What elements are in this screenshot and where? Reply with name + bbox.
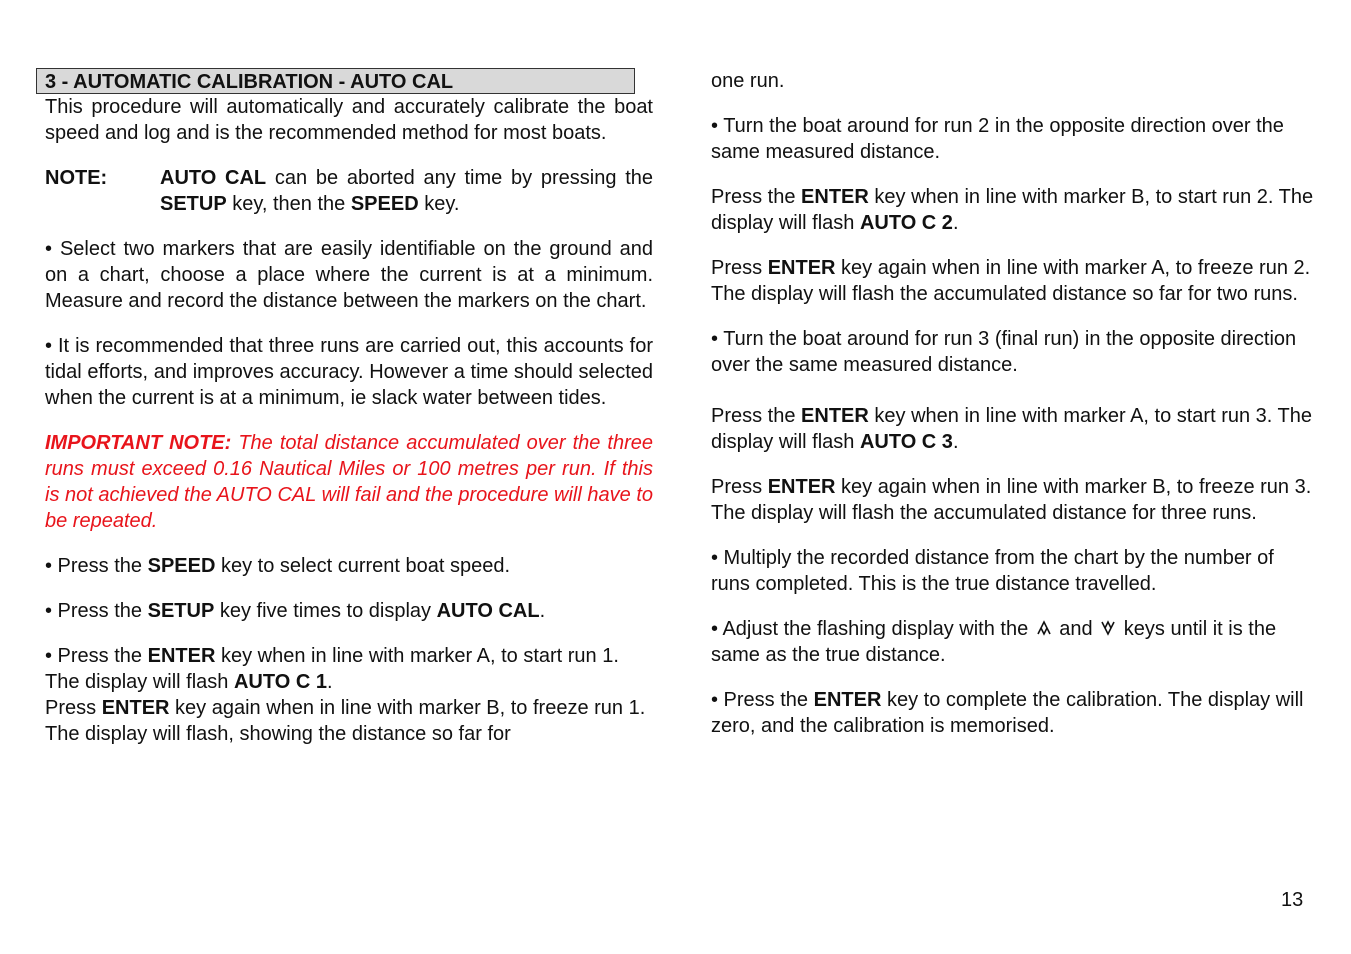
enter2b-key: ENTER — [767, 257, 836, 279]
adjust-text-1: • Adjust the flashing display with the — [711, 618, 1034, 640]
important-label: IMPORTANT NOTE: — [45, 432, 232, 454]
adjust-text-2: and — [1053, 618, 1099, 640]
note-body — [160, 165, 653, 217]
important-note — [45, 430, 653, 534]
important-text: The total distance accumulated over the three runs must exceed 0.16 Nautical Miles or 100 metres per run. If this is not achieved the AUTO CAL will fail and the procedure will have to be repeated. — [45, 432, 653, 532]
adjust-text-3: keys until it is the same as the true distance. — [711, 618, 1277, 666]
page-number: 13 — [1281, 889, 1304, 911]
note-speed: SPEED — [350, 193, 419, 215]
right-column — [711, 68, 1317, 758]
enter2-text-1: Press the — [711, 186, 802, 208]
enter1-key: ENTER — [147, 645, 216, 667]
setup-auto-cal: AUTO CAL — [436, 600, 540, 622]
turn-run2: • Turn the boat around for run 2 in the opposite direction over the same measured distance. — [711, 115, 1284, 163]
note-block — [45, 165, 653, 217]
enter1b-key: ENTER — [101, 697, 170, 719]
enter1b-text-1: Press — [45, 697, 102, 719]
multiply-step: • Multiply the recorded distance from the chart by the number of runs completed. This is the true distance travelled. — [711, 547, 1274, 595]
enter3-text-2: key when in line with marker A, to start run 3. The display will flash — [711, 405, 1313, 453]
enter3b-key: ENTER — [767, 476, 836, 498]
enter2-text-3: . — [952, 212, 959, 234]
enter3b-text-2: key again when in line with marker B, to freeze run 3. The display will flash the accumulated distance for three runs. — [711, 476, 1312, 524]
enter2b-text-2: key again when in line with marker A, to freeze run 2. The display will flash the accumulated distance so far for two runs. — [711, 257, 1311, 305]
enter2b-text-1: Press — [711, 257, 768, 279]
note-setup: SETUP — [160, 193, 227, 215]
speed-step — [45, 553, 653, 579]
adjust-step — [711, 616, 1317, 668]
turn-run3: • Turn the boat around for run 3 (final run) in the opposite direction over the same measured distance. — [711, 328, 1297, 376]
enter3-key: ENTER — [801, 405, 869, 427]
speed-key: SPEED — [147, 555, 216, 577]
enter-run3-freeze — [711, 474, 1317, 526]
enter1-text-2: key when in line with marker A, to start run 1. The display will flash — [45, 645, 619, 693]
setup-key: SETUP — [147, 600, 215, 622]
enter1-auto-c1: AUTO C 1 — [233, 671, 327, 693]
enter3-text-3: . — [952, 431, 959, 453]
bullet-markers: • Select two markers that are easily identifiable on the ground and on a chart, choose a place where the current is at a minimum. Measure and record the distance between the markers on the chart. — [45, 238, 653, 312]
setup-text-1: • Press the — [45, 600, 148, 622]
note-text-3: key. — [418, 193, 460, 215]
bullet-runs: • It is recommended that three runs are carried out, this accounts for tidal efforts, and improves accuracy. However a time should selected when the current is at a minimum, ie slack water between tides. — [45, 335, 653, 409]
speed-text-2: key to select current boat speed. — [215, 555, 511, 577]
complete-text-1: • Press the — [711, 689, 814, 711]
enter3-auto-c3: AUTO C 3 — [859, 431, 953, 453]
section-heading: 3 - AUTOMATIC CALIBRATION - AUTO CAL — [36, 68, 635, 94]
run1-continued: one run. — [711, 70, 785, 92]
setup-text-2: key five times to display — [214, 600, 437, 622]
note-label: NOTE: — [45, 167, 108, 189]
left-column — [45, 68, 653, 766]
enter3-text-1: Press the — [711, 405, 802, 427]
enter3b-text-1: Press — [711, 476, 768, 498]
note-text-2: key, then the — [226, 193, 351, 215]
enter1b-text-2: key again when in line with marker B, to freeze run 1. The display will flash, showing the distance so far for — [45, 697, 646, 745]
enter-run2-start — [711, 184, 1317, 236]
complete-step — [711, 687, 1317, 739]
enter2-auto-c2: AUTO C 2 — [859, 212, 953, 234]
enter2-text-2: key when in line with marker B, to start run 2. The display will flash — [711, 186, 1314, 234]
enter2-key: ENTER — [801, 186, 869, 208]
enter-run3-start — [711, 403, 1317, 455]
note-auto-cal: AUTO CAL — [160, 167, 267, 189]
setup-text-3: . — [539, 600, 546, 622]
complete-key: ENTER — [813, 689, 882, 711]
enter-run1-start — [45, 643, 653, 695]
enter-run2-freeze — [711, 255, 1317, 307]
complete-text-2: key to complete the calibration. The display will zero, and the calibration is memorised. — [711, 689, 1304, 737]
note-text-1: can be aborted any time by pressing the — [266, 167, 653, 189]
intro-paragraph: This procedure will automatically and accurately calibrate the boat speed and log and is the recommended method for most boats. — [45, 96, 653, 144]
speed-text-1: • Press the — [45, 555, 148, 577]
enter-run1-freeze — [45, 695, 653, 747]
up-arrow-key-icon — [1036, 617, 1052, 633]
setup-step — [45, 598, 653, 624]
enter1-text-3: . — [326, 671, 333, 693]
enter1-text-1: • Press the — [45, 645, 148, 667]
down-arrow-key-icon — [1100, 617, 1116, 633]
